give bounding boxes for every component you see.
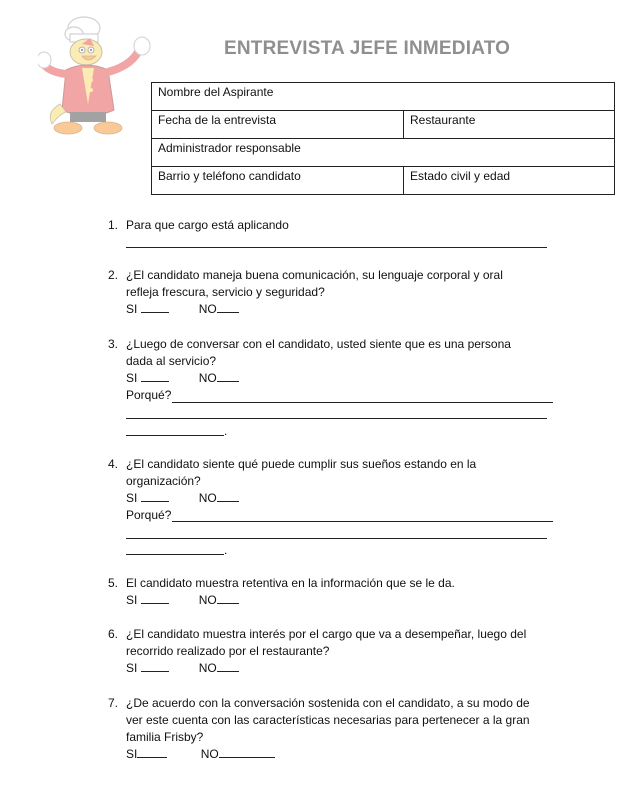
no-label: NO: [198, 491, 217, 505]
yes-label: SI: [126, 661, 138, 675]
no-blank[interactable]: [219, 747, 275, 758]
yes-label: SI: [126, 593, 138, 607]
no-blank[interactable]: [217, 661, 239, 672]
page-title: ENTREVISTA JEFE INMEDIATO: [224, 38, 511, 59]
question-text: refleja frescura, servicio y seguridad?: [126, 285, 325, 299]
why-answer-line[interactable]: [126, 554, 224, 555]
yes-label: SI: [126, 302, 138, 316]
question-number: 7.: [108, 696, 119, 710]
question-number: 2.: [108, 268, 119, 282]
question-text: recorrido realizado por el restaurante?: [126, 644, 330, 658]
yes-blank[interactable]: [141, 593, 169, 604]
why-answer-line[interactable]: [126, 418, 547, 419]
no-blank[interactable]: [217, 371, 239, 382]
yes-no-options: [126, 301, 554, 318]
answer-line[interactable]: [126, 247, 547, 248]
yes-no-options: [126, 490, 554, 507]
no-blank[interactable]: [217, 491, 239, 502]
question-number: 1.: [108, 218, 119, 232]
question-text: organización?: [126, 474, 201, 488]
question-text: ¿El candidato muestra interés por el cargo que va a desempeñar, luego del: [126, 627, 527, 641]
why-answer-line[interactable]: [126, 538, 547, 539]
question-text: ¿De acuerdo con la conversación sostenida con el candidato, a su modo de: [126, 696, 530, 710]
why-label: Porqué?: [126, 508, 172, 522]
yes-label: SI: [126, 491, 138, 505]
yes-blank[interactable]: [141, 371, 169, 382]
no-label: NO: [198, 302, 217, 316]
question-number: 5.: [108, 576, 119, 590]
no-label: NO: [198, 593, 217, 607]
yes-no-options: [126, 370, 554, 387]
question-text: ¿El candidato siente qué puede cumplir sus sueños estando en la: [126, 457, 477, 471]
yes-blank[interactable]: [141, 302, 169, 313]
yes-no-options: [126, 746, 554, 763]
yes-blank[interactable]: [141, 491, 169, 502]
why-label: Porqué?: [126, 388, 172, 402]
period-mark: .: [224, 424, 228, 438]
why-answer-line[interactable]: [172, 521, 553, 522]
question-text: dada al servicio?: [126, 354, 217, 368]
applicant-name-field[interactable]: Nombre del Aspirante: [152, 83, 615, 111]
candidate-info-table: [151, 82, 615, 195]
marital-status-age-field[interactable]: Estado civil y edad: [404, 167, 615, 195]
yes-label: SI: [126, 371, 138, 385]
interview-date-field[interactable]: Fecha de la entrevista: [152, 111, 404, 139]
yes-label: SI: [126, 747, 138, 761]
yes-no-options: [126, 660, 554, 677]
no-label: NO: [200, 747, 219, 761]
question-text: familia Frisby?: [126, 730, 204, 744]
responsible-manager-field[interactable]: Administrador responsable: [152, 139, 615, 167]
question-text: Para que cargo está aplicando: [126, 218, 289, 232]
question-text: ¿Luego de conversar con el candidato, usted siente que es una persona: [126, 337, 511, 351]
frisby-chicken-mascot-logo: [38, 14, 158, 138]
period-mark: .: [224, 543, 228, 557]
question-number: 4.: [108, 457, 119, 471]
question-text: El candidato muestra retentiva en la información que se le da.: [126, 576, 455, 590]
restaurant-field[interactable]: Restaurante: [404, 111, 615, 139]
no-blank[interactable]: [217, 302, 239, 313]
question-number: 3.: [108, 337, 119, 351]
yes-no-options: [126, 592, 554, 609]
question-number: 6.: [108, 627, 119, 641]
why-answer-line[interactable]: [126, 435, 224, 436]
question-text: ¿El candidato maneja buena comunicación, su lenguaje corporal y oral: [126, 268, 503, 282]
no-label: NO: [198, 661, 217, 675]
yes-blank[interactable]: [137, 747, 167, 758]
no-blank[interactable]: [217, 593, 239, 604]
question-text: ver este cuenta con las características necesarias para pertenecer a la gran: [126, 713, 530, 727]
why-answer-line[interactable]: [172, 402, 553, 403]
neighborhood-phone-field[interactable]: Barrio y teléfono candidato: [152, 167, 404, 195]
yes-blank[interactable]: [141, 661, 169, 672]
no-label: NO: [198, 371, 217, 385]
